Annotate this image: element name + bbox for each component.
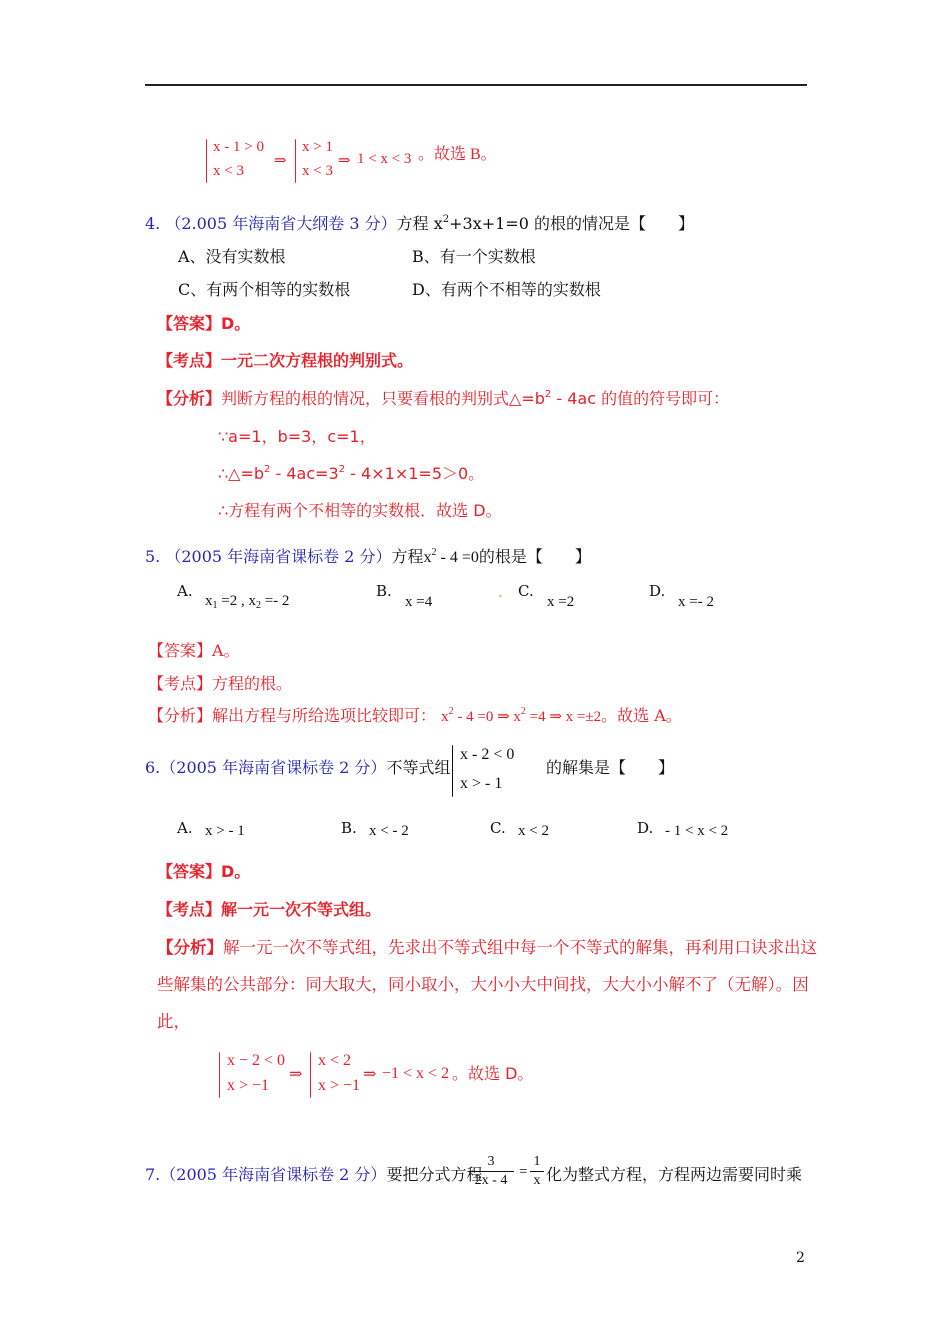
option-a-value: x > - 1 (205, 823, 245, 839)
question-stem: 方程 (391, 547, 424, 566)
option-d-label: D. (649, 582, 666, 600)
kaodian-line (157, 897, 381, 920)
fenxi-tag: 【分析】 (148, 706, 213, 725)
subscript: 1 (212, 600, 218, 611)
answer-line (148, 638, 240, 661)
implies-arrow: ⇒ (289, 1066, 303, 1083)
question-stem: 不等式组 (386, 758, 451, 777)
solution-system1-line1: x − 2 < 0 (227, 1052, 286, 1069)
answer-line (157, 311, 250, 334)
implies-arrow: ⇒ (363, 1066, 377, 1083)
answer-value: D。 (221, 862, 251, 881)
step-text: - 4×1×1=5＞0。 (345, 464, 485, 483)
option-d: D、有两个不相等的实数根 (412, 280, 601, 299)
superscript: 2 (544, 389, 552, 400)
denominator: 2x - 4 (474, 1173, 508, 1188)
question-source: （2005 年海南省课标卷 2 分） (160, 758, 387, 777)
solution-system2-line1: x < 2 (318, 1052, 352, 1069)
system1-line1: x - 1 > 0 (213, 139, 264, 155)
kaodian-text: 一元二次方程根的判别式。 (221, 351, 414, 370)
answer-line (157, 859, 250, 882)
solution-system1-line2: x > −1 (227, 1077, 270, 1094)
question-7-stem-b: 化为整式方程，方程两边需要同时乘 (546, 1165, 803, 1184)
opt-text: =- 2 (260, 593, 290, 609)
question-source: （2005 年海南省课标卷 2 分） (165, 547, 392, 566)
option-d-value: - 1 < x < 2 (665, 823, 729, 839)
question-7-stem-a (145, 1162, 482, 1185)
question-number: 4. (145, 214, 161, 233)
question-source: （2005 年海南省课标卷 2 分） (160, 1165, 387, 1184)
system-line-1: x - 2 < 0 (460, 746, 515, 763)
fenxi-line-2: 些解集的公共部分：同大取大，同小取小，大小小大中间找，大大小小解不了（无解）。因 (157, 975, 809, 994)
system-brace (452, 745, 453, 797)
question-6-stem-b: 的解集是【 】 (546, 758, 675, 777)
analysis-step-2 (218, 461, 484, 484)
option-c-label: C. (518, 582, 534, 600)
question-source: （2.005 年海南省大纲卷 3 分） (165, 214, 397, 233)
calc-expression (441, 706, 602, 725)
superscript: 2 (431, 547, 437, 558)
kaodian-tag: 【考点】 (148, 674, 213, 693)
option-a-label: A. (177, 819, 193, 837)
fraction-1-over-x (530, 1154, 544, 1189)
answer-tag: 【答案】 (157, 314, 222, 333)
fenxi-text: - 4ac 的值的符号即可： (551, 389, 730, 408)
option-b: B、有一个实数根 (412, 247, 536, 266)
opt-text: x (205, 593, 213, 609)
kaodian-text: 方程的根。 (212, 674, 293, 693)
superscript: 2 (520, 706, 526, 717)
calc-tail: 。故选 A。 (601, 706, 682, 725)
option-c-value: x < 2 (518, 823, 549, 839)
option-d-value: x =- 2 (678, 594, 714, 610)
denominator: x (533, 1173, 541, 1188)
answer-value: A。 (212, 641, 240, 660)
solution-result: −1 < x < 2 (382, 1065, 450, 1082)
page-number: 2 (796, 1250, 805, 1266)
fraction-3-over-2x-4 (468, 1154, 514, 1189)
answer-tag: 【答案】 (148, 641, 213, 660)
option-a-label: A. (177, 582, 193, 600)
solution-result: 1 < x < 3 (357, 151, 412, 167)
question-number: 5. (145, 547, 161, 566)
fenxi-text: 解一元一次不等式组，先求出不等式组中每一个不等式的解集，再利用口诀求出这 (223, 938, 817, 957)
option-c: C、有两个相等的实数根 (178, 280, 351, 299)
option-b-value: x < - 2 (369, 823, 409, 839)
fenxi-text: 解出方程与所给选项比较即可： (212, 706, 437, 725)
question-stem: 的根是【 】 (478, 547, 591, 566)
numerator: 1 (533, 1154, 541, 1169)
calc-text: - 4 =0 ⇒ x (453, 709, 521, 725)
step-text: - 4ac=3 (270, 464, 339, 483)
option-b-label: B. (341, 819, 357, 837)
subscript: 2 (255, 600, 261, 611)
solution-system2-line2: x > −1 (318, 1077, 361, 1094)
fenxi-text: 判断方程的根的情况，只要看根的判别式△=b (221, 389, 545, 408)
solution-tail: 。故选 D。 (452, 1064, 534, 1083)
implies-arrow: ⇒ (274, 153, 287, 169)
fenxi-line (148, 703, 682, 726)
kaodian-line (148, 671, 292, 694)
numerator: 3 (487, 1154, 495, 1169)
system1-line2: x < 3 (213, 163, 244, 179)
question-4-stem (145, 211, 694, 234)
question-stem: +3x+1=0 的根的情况是【 】 (449, 214, 694, 233)
fenxi-line-3: 此， (157, 1012, 190, 1031)
equals-sign: = (519, 1164, 528, 1180)
analysis-step-3: ∴方程有两个不相等的实数根．故选 D。 (218, 501, 502, 520)
equation (424, 549, 479, 566)
fenxi-tag: 【分析】 (157, 389, 222, 408)
question-stem: 方程 x (396, 214, 443, 233)
fenxi-tag: 【分析】 (157, 938, 223, 957)
option-c-label: C. (490, 819, 506, 837)
system2-line2: x < 3 (302, 163, 333, 179)
analysis-step-1: ∵a=1，b=3，c=1， (218, 427, 376, 446)
question-stem: 要把分式方程 (386, 1165, 483, 1184)
option-b-value: x =4 (405, 594, 433, 610)
kaodian-text: 解一元一次不等式组。 (221, 900, 382, 919)
answer-value: D。 (221, 314, 251, 333)
calc-text: =4 ⇒ x =±2 (525, 709, 602, 725)
kaodian-tag: 【考点】 (157, 900, 222, 919)
question-5-stem (145, 544, 591, 567)
option-d-label: D. (637, 819, 654, 837)
option-b-label: B. (376, 582, 392, 600)
solution-tail: 。故选 B。 (418, 146, 497, 163)
superscript: 2 (442, 214, 450, 225)
header-rule (145, 84, 807, 86)
answer-tag: 【答案】 (157, 862, 222, 881)
implies-arrow: ⇒ (338, 153, 351, 169)
fenxi-line-1 (157, 934, 817, 958)
option-a-value (205, 593, 289, 611)
calc-text: x (441, 709, 449, 725)
option-a: A、没有实数根 (178, 247, 286, 266)
stray-dot: . (498, 583, 503, 601)
superscript: 2 (448, 706, 454, 717)
fenxi-line (157, 386, 729, 409)
option-c-value: x =2 (547, 594, 575, 610)
question-number: 7. (145, 1165, 161, 1184)
question-6-stem-a (145, 755, 450, 778)
eq-text: - 4 =0 (436, 549, 479, 566)
kaodian-tag: 【考点】 (157, 351, 222, 370)
question-number: 6. (145, 758, 161, 777)
superscript: 2 (338, 464, 346, 475)
eq-text: x (423, 549, 432, 566)
superscript: 2 (264, 464, 271, 475)
opt-text: =2 , x (217, 593, 256, 609)
step-text: ∴△=b (218, 464, 265, 483)
system-line-2: x > - 1 (460, 775, 503, 792)
kaodian-line (157, 348, 413, 371)
system2-line1: x > 1 (302, 139, 333, 155)
